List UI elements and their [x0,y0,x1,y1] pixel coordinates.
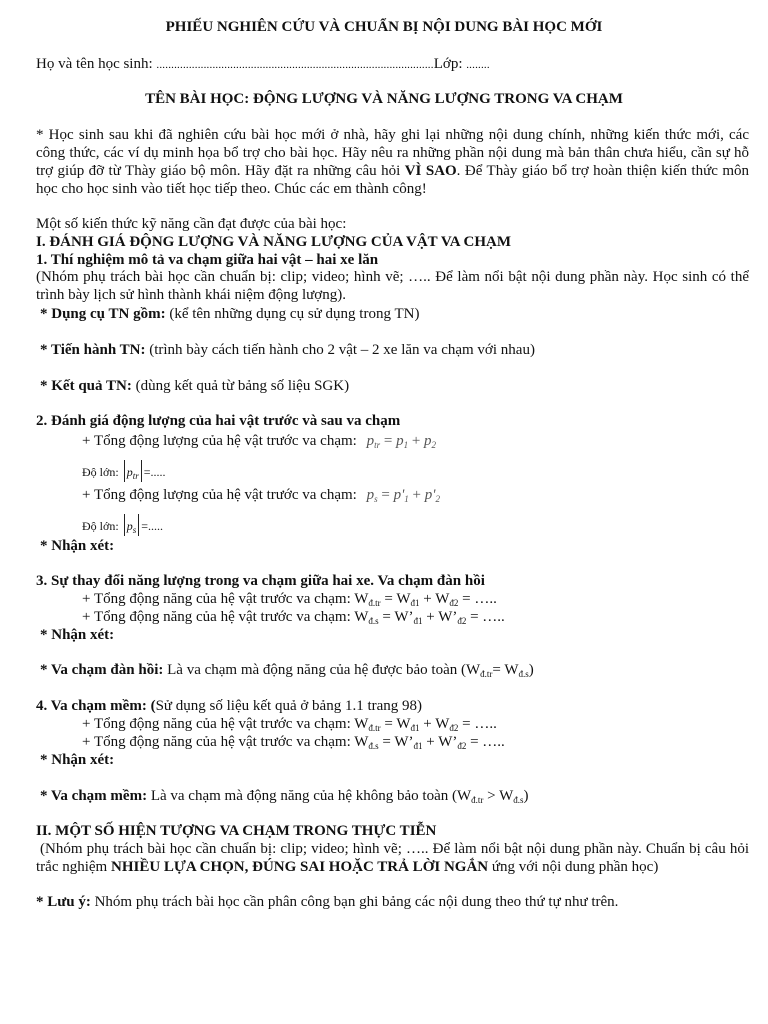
kinetic-after-line: + Tổng động năng của hệ vật trước va chạm: $W_{đ.s}$ = $W’_{đ1}$ + $W’_{đ2}$ = ….. [82,609,505,626]
item-1-note-1: (Nhóm phụ trách bài học cần chuẩn bị: clip; video; hình vẽ; ….. Để làm nổi bật nội dung phần này. Học sinh có thể [36,269,749,285]
remark-3: * Nhận xét: [40,627,115,643]
item-2-heading: 2. Đánh giá động lượng của hai vật trước và sau va chạm [36,413,401,429]
lesson-title: TÊN BÀI HỌC: ĐỘNG LƯỢNG VÀ NĂNG LƯỢNG TRONG VA CHẠM [145,91,623,107]
momentum-before-formula: $p_{tr} = p_1 + p_2$ [366,433,437,450]
soft-kinetic-before-line: + Tổng động năng của hệ vật trước va chạm: $W_{đ.tr} = W_{đ1} + W_{đ2}$ = ….. [82,716,497,733]
item-1-heading: 1. Thí nghiệm mô tả va chạm giữa hai vật – hai xe lăn [36,252,379,268]
magnitude-before-line: Độ lớn: $p_{tr}$ =..... [82,460,165,482]
class-field: ........ [466,59,490,71]
class-label: Lớp: [433,56,463,72]
elastic-definition: * Va chạm đàn hồi: Là va chạm mà động năng của hệ được bảo toàn $(W_{đ.tr}= W_{đ.s})$ [40,662,534,679]
tools-line: * Dụng cụ TN gồm: (kể tên những dụng cụ sử dụng trong TN) [40,306,420,322]
name-field: .............................................................................................. [156,59,434,71]
section-2-heading: II. MỘT SỐ HIỆN TƯỢNG VA CHẠM TRONG THỰC TIỄN [36,823,437,839]
remark-2: * Nhận xét: [40,538,115,554]
intro-line-1: * Học sinh sau khi đã nghiên cứu bài học mới ở nhà, hãy ghi lại những nội dung chính, những kiến thức mới, các [36,127,749,143]
worksheet-title: PHIẾU NGHIÊN CỨU VÀ CHUẨN BỊ NỘI DUNG BÀI HỌC MỚI [165,19,603,35]
kinetic-before-line: + Tổng động năng của hệ vật trước va chạm: $W_{đ.tr} = W_{đ1} + W_{đ2}$ = ….. [82,591,497,608]
momentum-after-line: + Tổng động lượng của hệ vật trước va chạm: $p_s = p'_1 + p'_2$ [82,487,440,504]
item-3-heading: 3. Sự thay đổi năng lượng trong va chạm giữa hai xe. Va chạm đàn hồi [36,573,485,589]
footer-note: * Lưu ý: Nhóm phụ trách bài học cần phân công bạn ghi bảng các nội dung theo thứ tự như trên. [36,894,619,910]
name-label: Họ và tên học sinh: [36,56,153,72]
skills-intro: Một số kiến thức kỹ năng cần đạt được của bài học: [36,216,347,232]
momentum-after-formula: $p_s = p'_1 + p'_2$ [366,487,440,504]
intro-line-2: công thức, các ví dụ minh họa bổ trợ cho bài học. Hãy nêu ra những phần nội dung mà bản thân chưa hiểu, cần sự hỗ [36,145,749,161]
inelastic-definition: * Va chạm mềm: Là va chạm mà động năng của hệ không bảo toàn $(W_{đ.tr} > W_{đ.s})$ [40,788,529,805]
result-line: * Kết quả TN: (dùng kết quả từ bảng số liệu SGK) [40,378,350,394]
item-1-note-2: trình bày lịch sử hình thành khái niệm động lượng). [36,287,346,303]
student-info-line [36,56,490,74]
section-1-heading: I. ĐÁNH GIÁ ĐỘNG LƯỢNG VÀ NĂNG LƯỢNG CỦA VẬT VA CHẠM [36,234,512,250]
item-4-heading: 4. Va chạm mềm: (Sử dụng số liệu kết quả ở bảng 1.1 trang 98) [36,698,423,714]
soft-kinetic-after-line: + Tổng động năng của hệ vật trước va chạm: $W_{đ.s}$ = $W’_{đ1}$ + $W’_{đ2}$ = ….. [82,734,505,751]
intro-line-3: trợ giúp đỡ từ Thày giáo bộ môn. Hãy đặt ra những câu hỏi VÌ SAO. Để Thày giáo bổ trợ hoàn thiện kiến thức môn [36,163,749,179]
magnitude-after-line: Độ lớn: $p_s$ =..... [82,514,163,536]
procedure-line: * Tiến hành TN: (trình bày cách tiến hành cho 2 vật – 2 xe lăn va chạm với nhau) [40,342,535,358]
section-2-note-2: trắc nghiệm NHIỀU LỰA CHỌN, ĐÚNG SAI HOẶC TRẢ LỜI NGẮN ứng với nội dung phần học) [36,859,659,875]
remark-4: * Nhận xét: [40,752,115,768]
momentum-before-line: + Tổng động lượng của hệ vật trước va chạm: $p_{tr} = p_1 + p_2$ [82,433,437,450]
why-emphasis: VÌ SAO [404,163,457,179]
intro-line-4: học cho học sinh vào tiết học tiếp theo. Chúc các em thành công! [36,181,427,197]
section-2-note-1: (Nhóm phụ trách bài học cần chuẩn bị: clip; video; hình vẽ; ….. Để làm nổi bật nội dung phần này. Chuẩn bị câu hỏi [40,841,749,857]
